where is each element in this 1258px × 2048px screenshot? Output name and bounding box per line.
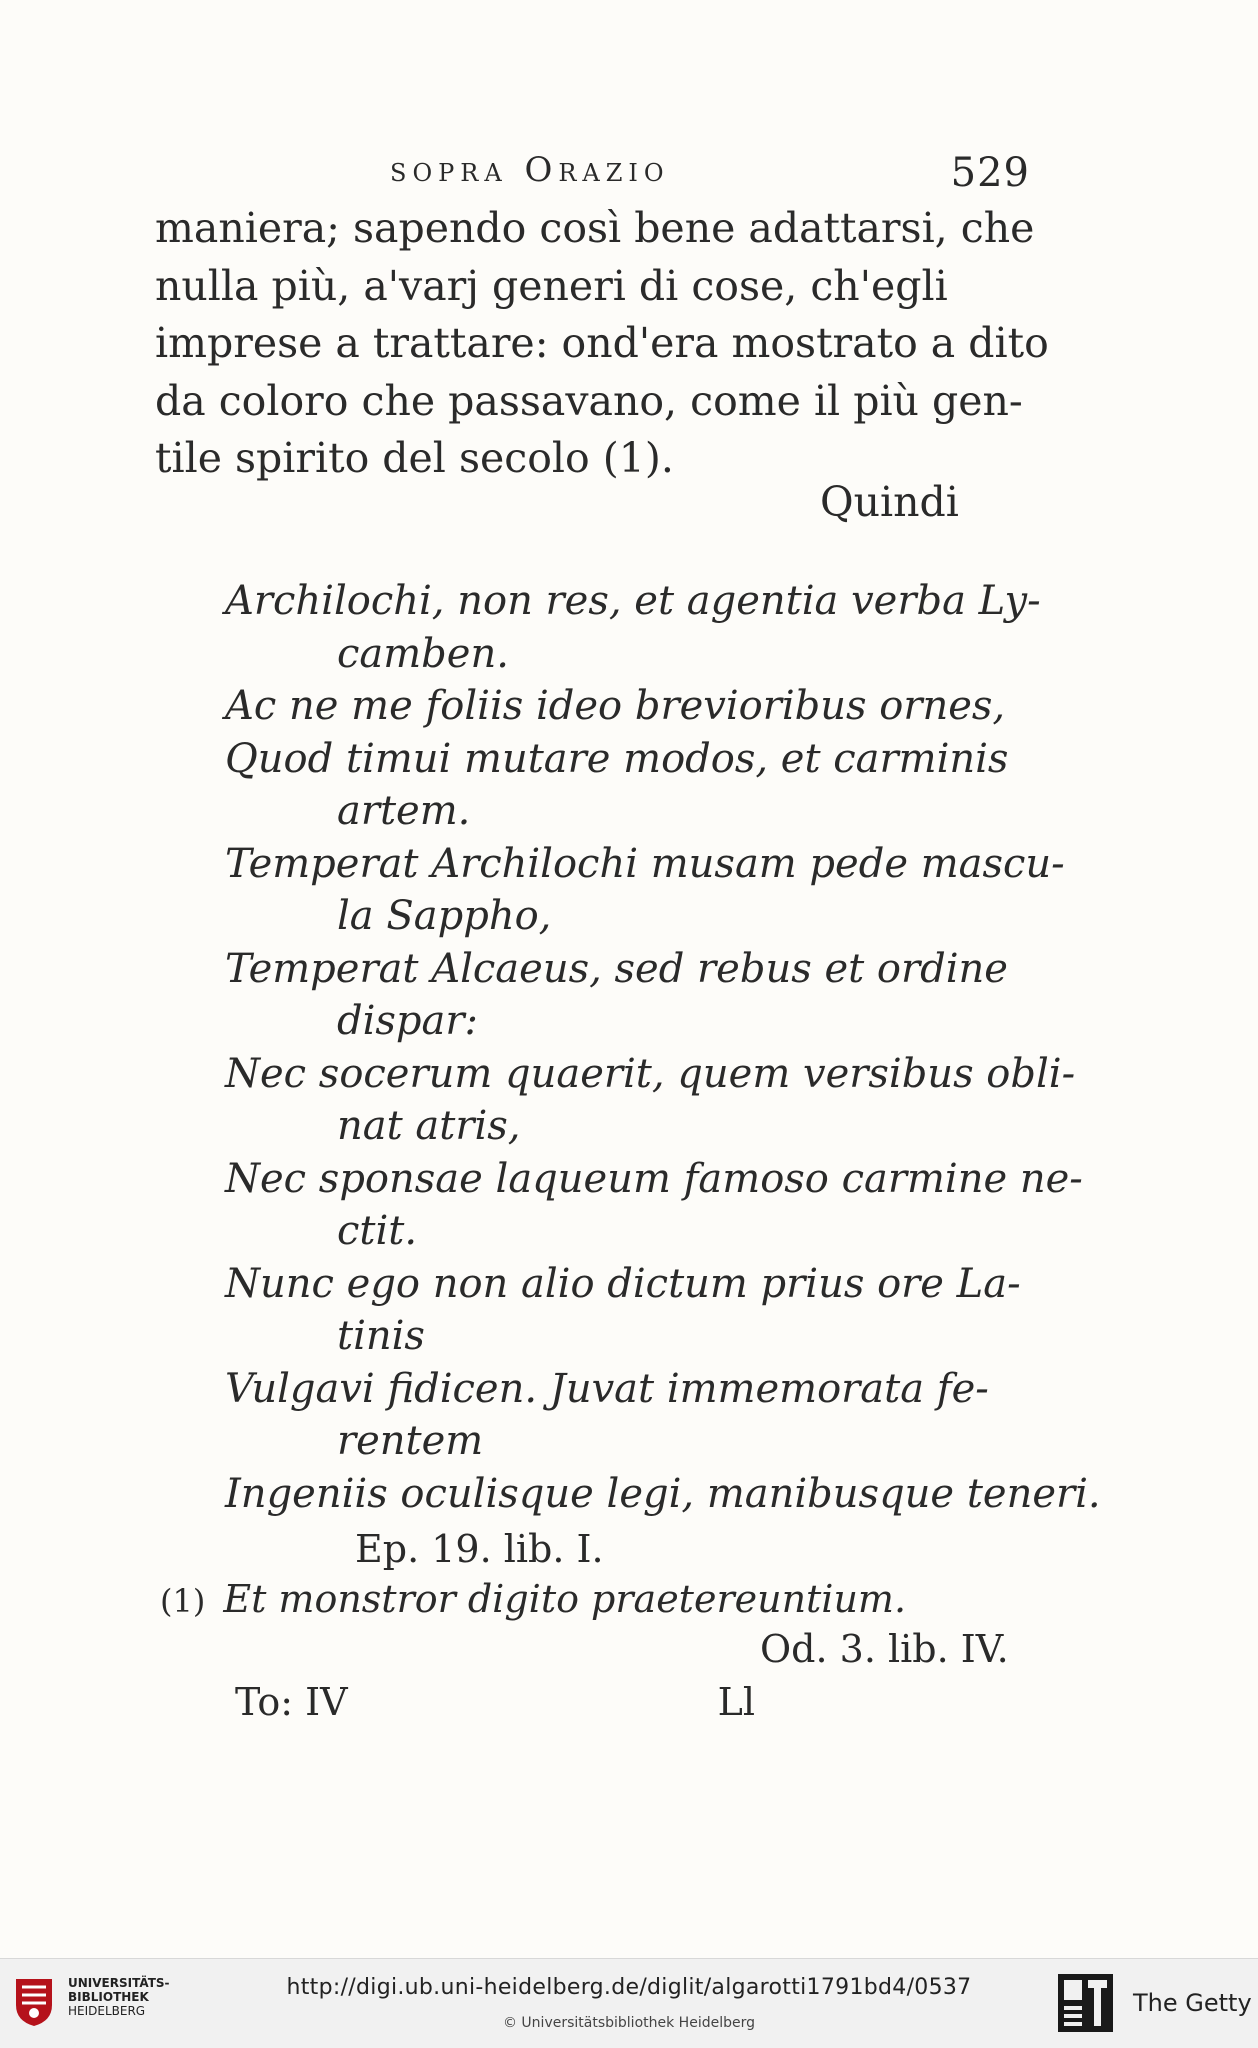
verse-line: Quod timui mutare modos, et carminis xyxy=(225,735,1009,782)
verse-line: Nec socerum quaerit, quem versibus obli- xyxy=(225,1050,1076,1097)
getty-logo-icon xyxy=(1058,1974,1113,2032)
footnote-number: (1) xyxy=(160,1582,206,1620)
footnote xyxy=(160,1577,906,1621)
verse-line: Ac ne me foliis ideo brevioribus ornes, xyxy=(225,683,1006,729)
verse-line: Ingeniis oculisque legi, manibusque teneri. xyxy=(225,1470,1101,1517)
prose-line: imprese a trattare: ond'era mostrato a dito xyxy=(155,319,1049,367)
verse-line: Temperat Archilochi musam pede mascu- xyxy=(225,840,1065,887)
volume-mark: To: IV xyxy=(235,1680,348,1724)
footnote-reference: Od. 3. lib. IV. xyxy=(760,1627,1009,1671)
prose-line: tile spirito del secolo (1). xyxy=(155,434,674,482)
verse-line-continuation: nat atris, xyxy=(337,1103,521,1149)
institution-line: UNIVERSITÄTS- xyxy=(68,1976,170,1990)
transition-word: Quindi xyxy=(820,478,959,526)
copyright-notice: © Universitätsbibliothek Heidelberg xyxy=(502,2015,755,2031)
prose-line: da coloro che passavano, come il più gen- xyxy=(155,376,1023,425)
verse-line-continuation: ctit. xyxy=(337,1208,418,1254)
institution-line: BIBLIOTHEK xyxy=(68,1990,149,2004)
verse-line: Nunc ego non alio dictum prius ore La- xyxy=(225,1260,1021,1307)
footnote-text: Et monstror digito praetereuntium. xyxy=(223,1577,907,1621)
verse-line-continuation: dispar: xyxy=(337,998,478,1044)
verse-line: Nec sponsae laqueum famoso carmine ne- xyxy=(225,1155,1083,1202)
getty-name: The Getty xyxy=(1133,1989,1252,2017)
digitization-footer xyxy=(0,1958,1258,2048)
verse-citation: Ep. 19. lib. I. xyxy=(355,1527,604,1571)
running-title: sopra Orazio xyxy=(390,150,670,190)
document-url-link[interactable]: http://digi.ub.uni-heidelberg.de/diglit/algarotti1791bd4/0537 xyxy=(286,1975,972,2000)
page-number: 529 xyxy=(950,150,1030,196)
institution-line: HEIDELBERG xyxy=(68,2004,146,2018)
prose-line: maniera; sapendo così bene adattarsi, che xyxy=(155,204,1035,252)
prose-paragraph xyxy=(155,200,1049,488)
verse-line-continuation: tinis xyxy=(337,1313,425,1359)
verse-quotation xyxy=(225,575,1101,1520)
verse-line-continuation: rentem xyxy=(337,1418,484,1464)
verse-line: Vulgavi fidicen. Juvat immemorata fe- xyxy=(225,1365,989,1412)
page-header xyxy=(390,150,1030,200)
verse-line-continuation: la Sappho, xyxy=(337,893,552,939)
prose-line: nulla più, a'varj generi di cose, ch'egli xyxy=(155,261,948,310)
verse-line-continuation: camben. xyxy=(337,630,509,677)
verse-line: Temperat Alcaeus, sed rebus et ordine xyxy=(225,945,1008,992)
verse-line: Archilochi, non res, et agentia verba Ly- xyxy=(225,578,1041,624)
gathering-mark: Ll xyxy=(717,1680,755,1724)
signature-line xyxy=(235,1680,755,1730)
verse-line-continuation: artem. xyxy=(337,788,471,834)
